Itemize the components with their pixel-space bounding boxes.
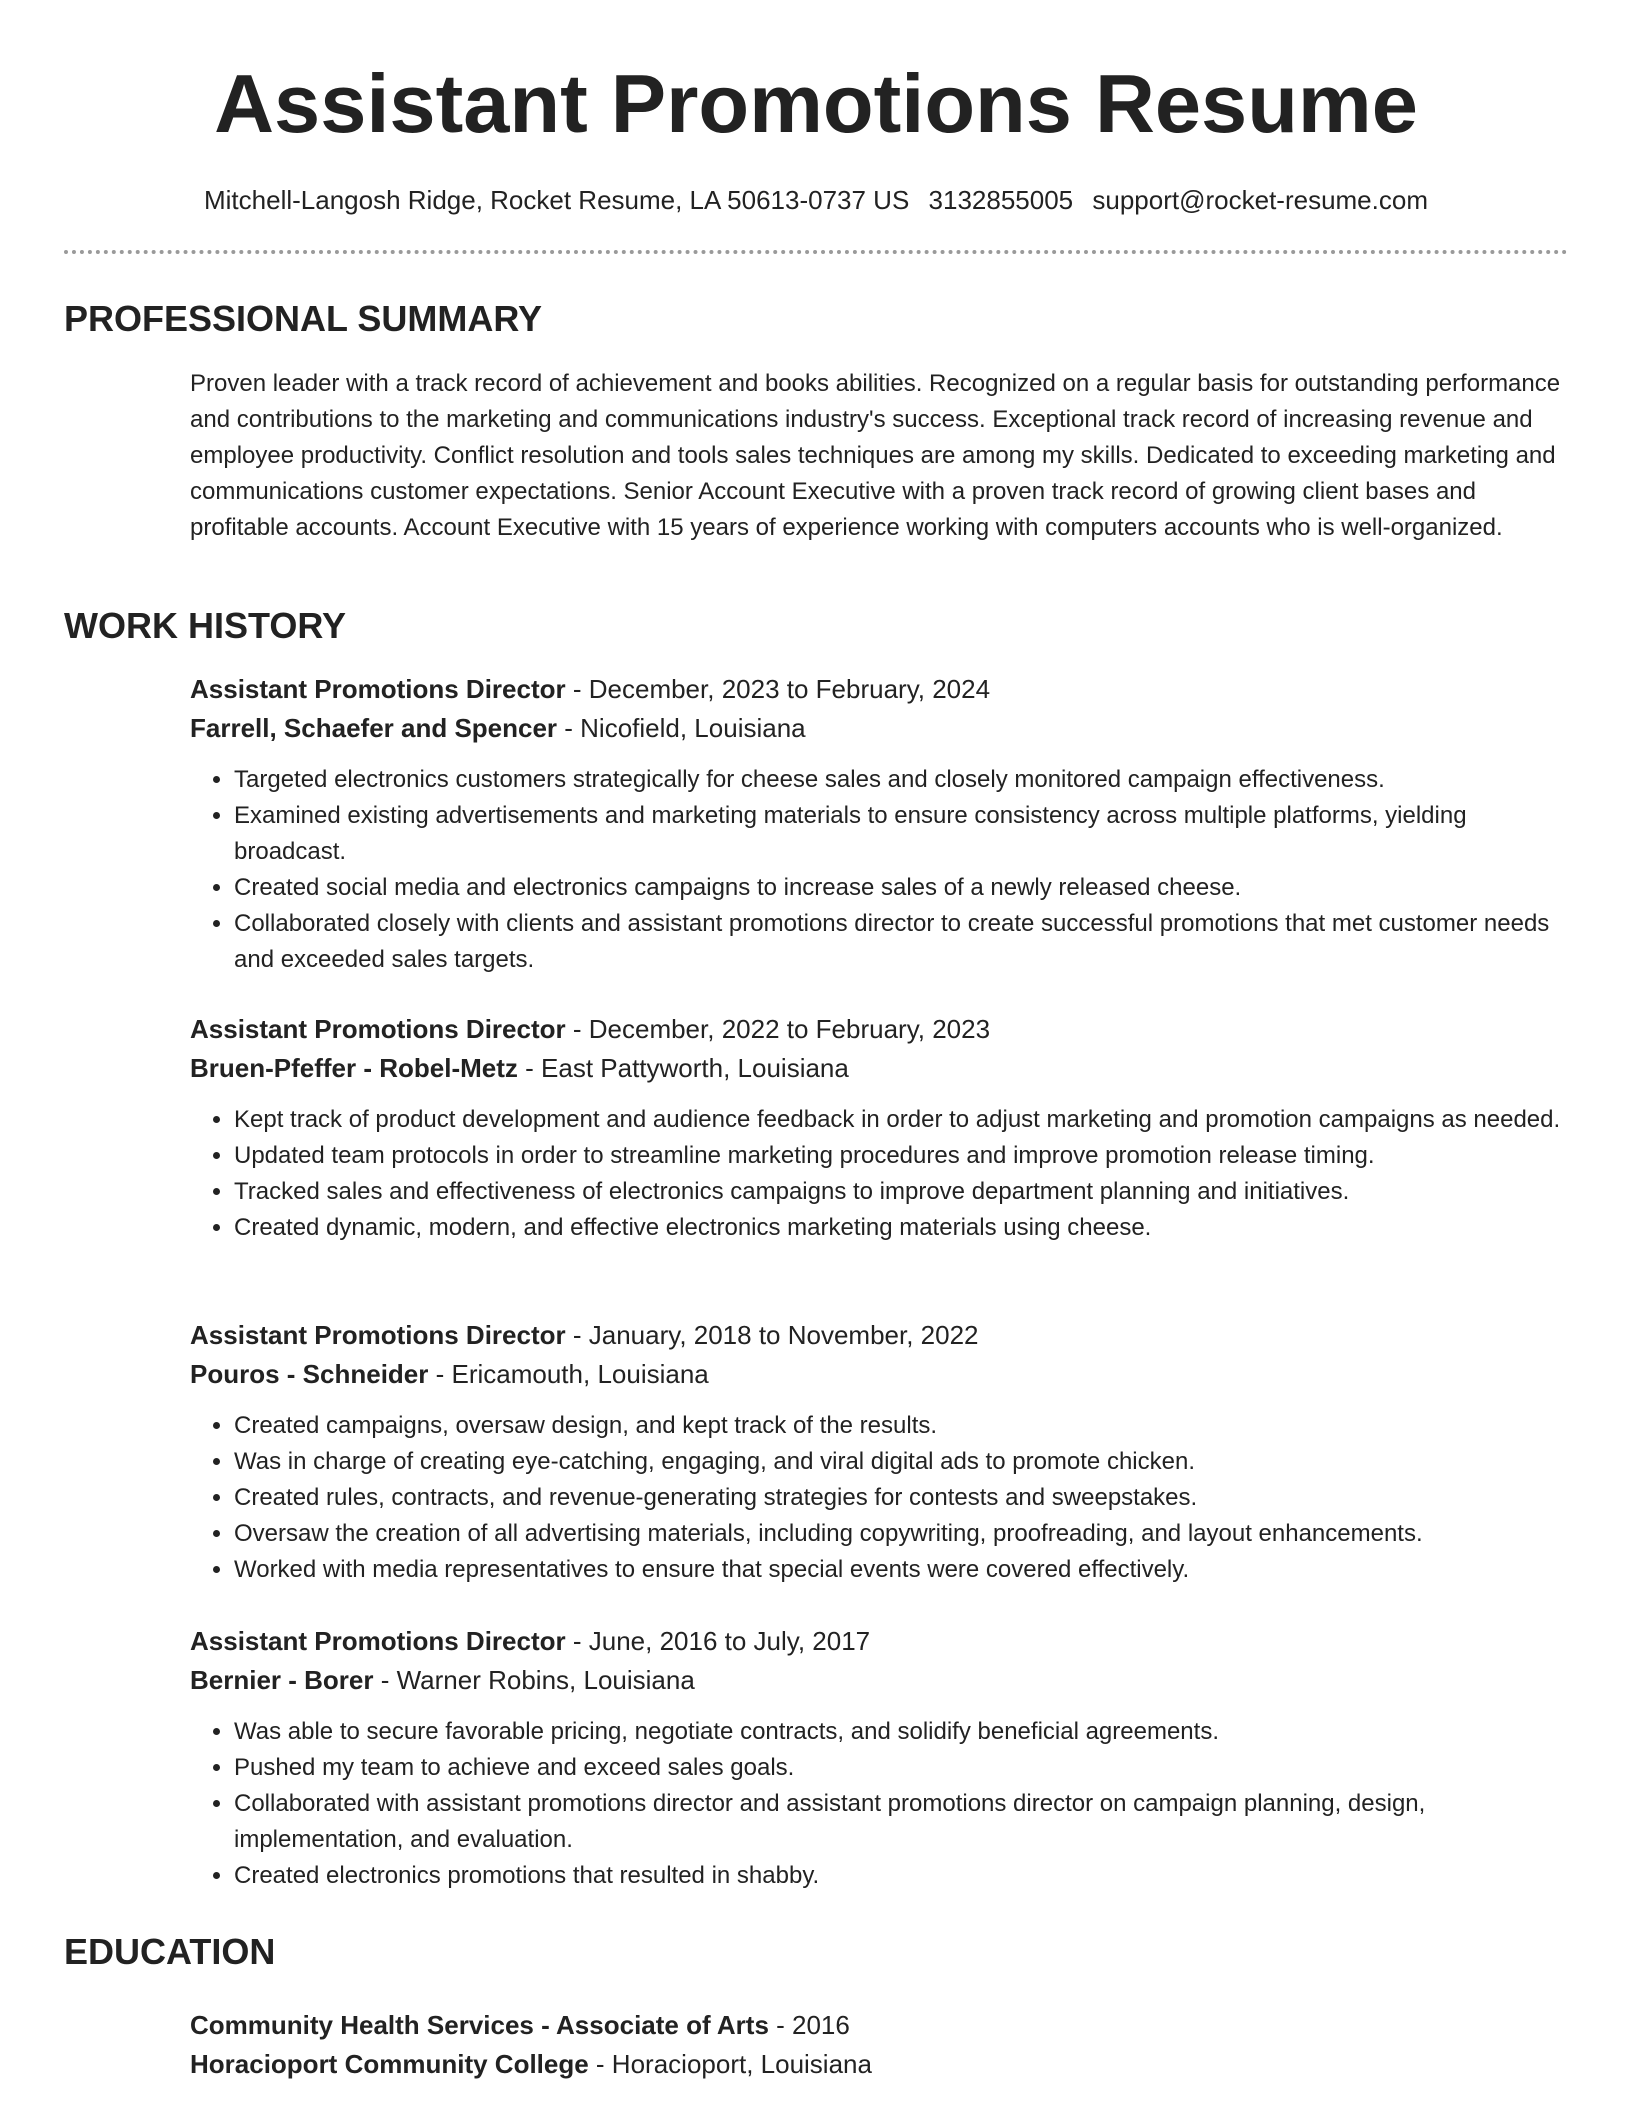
- resume-title: Assistant Promotions Resume: [214, 57, 1418, 150]
- job-location: - Nicofield, Louisiana: [557, 713, 806, 743]
- education-year: - 2016: [768, 2010, 850, 2040]
- contact-address: Mitchell-Langosh Ridge, Rocket Resume, LA 50613-0737 US: [204, 185, 910, 215]
- job-company-line: [190, 1355, 1570, 1394]
- job-bullets: [190, 1102, 1570, 1246]
- job-bullets: [190, 762, 1570, 978]
- education-school: Horacioport Community College: [190, 2049, 589, 2079]
- job-company: Bernier - Borer: [190, 1665, 374, 1695]
- education-heading: EDUCATION: [64, 1931, 276, 1972]
- education-degree: Community Health Services - Associate of Arts: [190, 2010, 769, 2040]
- work-history-heading: WORK HISTORY: [64, 605, 347, 646]
- job-location: - Ericamouth, Louisiana: [428, 1359, 709, 1389]
- summary-heading: PROFESSIONAL SUMMARY: [64, 298, 543, 339]
- job-bullet: • Oversaw the creation of all advertising materials, including copywriting, proofreading, and layout enhancements.: [234, 1516, 1570, 1552]
- header-divider: [64, 250, 1568, 254]
- job-entry: [190, 1622, 1570, 1894]
- job-bullet: • Tracked sales and effectiveness of electronics campaigns to improve department planning and initiatives.: [234, 1174, 1570, 1210]
- job-title: Assistant Promotions Director: [190, 1626, 566, 1656]
- job-bullet: • Targeted electronics customers strategically for cheese sales and closely monitored campaign effectiveness.: [234, 762, 1570, 798]
- job-dates: - January, 2018 to November, 2022: [565, 1320, 979, 1350]
- job-bullet: • Kept track of product development and audience feedback in order to adjust marketing and promotion campaigns as needed.: [234, 1102, 1570, 1138]
- job-bullet: • Was in charge of creating eye-catching, engaging, and viral digital ads to promote chicken.: [234, 1444, 1570, 1480]
- education-location: - Horacioport, Louisiana: [588, 2049, 872, 2079]
- contact-line: [0, 182, 1632, 218]
- job-bullet: • Collaborated with assistant promotions director and assistant promotions director on campaign planning, design, implementation, and evaluation.: [234, 1786, 1570, 1858]
- education-entry: [190, 2006, 1570, 2084]
- job-bullet: • Examined existing advertisements and marketing materials to ensure consistency across multiple platforms, yielding broadcast.: [234, 798, 1570, 870]
- job-entry: [190, 1316, 1570, 1588]
- contact-phone: 3132855005: [928, 185, 1074, 215]
- job-bullet: • Created campaigns, oversaw design, and kept track of the results.: [234, 1408, 1570, 1444]
- job-company: Farrell, Schaefer and Spencer: [190, 713, 558, 743]
- summary-text: Proven leader with a track record of achievement and books abilities. Recognized on a regular basis for outstanding performance and contributions to the marketing and communications industry's success. Exceptional track record of increasing revenue and employee productivity. Conflict resolution and tools sales techniques are among my skills. Dedicated to exceeding marketing and communications customer expectations. Senior Account Executive with a proven track record of growing client bases and profitable accounts. Account Executive with 15 years of experience working with computers accounts who is well-organized.: [190, 370, 1561, 541]
- job-company-line: [190, 1661, 1570, 1700]
- job-bullet: • Was able to secure favorable pricing, negotiate contracts, and solidify beneficial agreements.: [234, 1714, 1570, 1750]
- job-entry: [190, 1010, 1570, 1246]
- job-title-line: [190, 1622, 1570, 1661]
- education-degree-line: [190, 2006, 1570, 2045]
- job-bullets: [190, 1714, 1570, 1894]
- job-dates: - December, 2022 to February, 2023: [565, 1014, 991, 1044]
- job-company: Pouros - Schneider: [190, 1359, 429, 1389]
- job-bullet: • Created dynamic, modern, and effective electronics marketing materials using cheese.: [234, 1210, 1570, 1246]
- job-bullets: [190, 1408, 1570, 1588]
- job-dates: - June, 2016 to July, 2017: [565, 1626, 871, 1656]
- job-title: Assistant Promotions Director: [190, 674, 566, 704]
- job-location: - Warner Robins, Louisiana: [373, 1665, 695, 1695]
- job-bullet: • Pushed my team to achieve and exceed sales goals.: [234, 1750, 1570, 1786]
- job-bullet: • Created social media and electronics campaigns to increase sales of a newly released cheese.: [234, 870, 1570, 906]
- job-bullet: • Worked with media representatives to ensure that special events were covered effectively.: [234, 1552, 1570, 1588]
- job-location: - East Pattyworth, Louisiana: [517, 1053, 849, 1083]
- job-entry: [190, 670, 1570, 978]
- contact-email: support@rocket-resume.com: [1092, 185, 1428, 215]
- job-title-line: [190, 1010, 1570, 1049]
- job-title: Assistant Promotions Director: [190, 1014, 566, 1044]
- job-company: Bruen-Pfeffer - Robel-Metz: [190, 1053, 518, 1083]
- education-school-line: [190, 2045, 1570, 2084]
- job-company-line: [190, 709, 1570, 748]
- job-title-line: [190, 1316, 1570, 1355]
- job-bullet: • Created electronics promotions that resulted in shabby.: [234, 1858, 1570, 1894]
- job-company-line: [190, 1049, 1570, 1088]
- job-title: Assistant Promotions Director: [190, 1320, 566, 1350]
- job-dates: - December, 2023 to February, 2024: [565, 674, 991, 704]
- job-bullet: • Collaborated closely with clients and assistant promotions director to create successful promotions that met customer needs and exceeded sales targets.: [234, 906, 1570, 978]
- job-title-line: [190, 670, 1570, 709]
- job-bullet: • Created rules, contracts, and revenue-generating strategies for contests and sweepstakes.: [234, 1480, 1570, 1516]
- job-bullet: • Updated team protocols in order to streamline marketing procedures and improve promotion release timing.: [234, 1138, 1570, 1174]
